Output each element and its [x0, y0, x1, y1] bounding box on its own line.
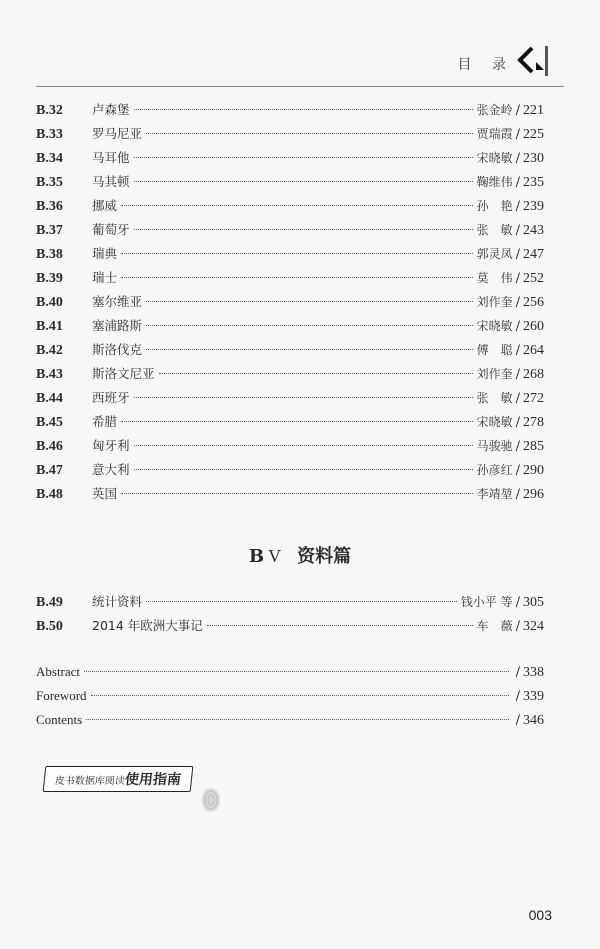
code-dot: . [45, 175, 49, 190]
toc-entry [36, 712, 549, 736]
code-number: 41 [48, 319, 63, 334]
code-prefix: B [36, 127, 46, 142]
entry-author: 车 薇 [476, 619, 513, 633]
code-dot: . [45, 295, 49, 310]
code-dot: . [45, 487, 49, 502]
page-separator: / [515, 665, 520, 680]
entry-code [36, 271, 86, 287]
code-dot: . [45, 151, 49, 166]
leader-dots [134, 181, 473, 182]
page-separator: / [515, 127, 520, 142]
entry-code [36, 199, 86, 215]
leader-dots [121, 493, 473, 494]
code-dot: . [45, 199, 49, 214]
page-separator: / [515, 271, 520, 286]
entry-page: 278 [523, 415, 544, 430]
toc-entry [36, 148, 549, 172]
entry-page: 268 [523, 367, 544, 382]
leader-dots [121, 205, 473, 206]
toc-entry [36, 664, 549, 688]
entry-title: 塞浦路斯 [92, 318, 143, 333]
code-prefix: B [36, 199, 46, 214]
entry-page: 239 [523, 199, 544, 214]
entry-title: 葡萄牙 [92, 222, 130, 237]
toc-entry [36, 412, 549, 436]
toc-entry [36, 688, 549, 712]
leader-dots [159, 373, 473, 374]
page-separator: / [515, 103, 520, 118]
code-number: 34 [48, 151, 63, 166]
page-separator: / [515, 343, 520, 358]
entry-author: 宋晓敏 [476, 415, 513, 429]
entry-code [36, 103, 86, 119]
entry-title: 罗马尼亚 [92, 126, 143, 141]
code-dot: . [45, 127, 49, 142]
page-separator: / [515, 595, 520, 610]
code-number: 35 [48, 175, 63, 190]
entry-page: 230 [523, 151, 544, 166]
toc-entry [36, 100, 549, 124]
page-separator: / [515, 689, 520, 704]
code-dot: . [45, 271, 49, 286]
code-prefix: B [36, 319, 46, 334]
code-prefix: B [36, 439, 46, 454]
database-guide-badge [43, 766, 194, 792]
code-number: 33 [48, 127, 63, 142]
section-number: V [268, 546, 282, 566]
entry-page: 272 [523, 391, 544, 406]
page-separator: / [515, 223, 520, 238]
entry-code [36, 619, 86, 635]
entry-author: 张金岭 [476, 103, 513, 117]
entry-title: 塞尔维亚 [92, 294, 143, 309]
entry-title: 西班牙 [92, 390, 130, 405]
code-prefix: B [36, 343, 46, 358]
toc-entry [36, 172, 549, 196]
code-prefix: B [36, 223, 46, 238]
code-prefix: B [36, 463, 46, 478]
code-prefix: B [36, 271, 46, 286]
leader-dots [146, 349, 473, 350]
code-prefix: B [36, 295, 46, 310]
code-number: 46 [48, 439, 63, 454]
toc-entry [36, 316, 549, 340]
page-separator: / [515, 319, 520, 334]
entry-code [36, 247, 86, 263]
entry-page: 225 [523, 127, 544, 142]
entry-code [36, 223, 86, 239]
leader-dots [134, 109, 473, 110]
guide-small-text: 皮书数据库阅读 [54, 775, 126, 787]
leader-dots [207, 625, 473, 626]
code-prefix: B [36, 175, 46, 190]
leader-dots [146, 325, 473, 326]
code-number: 45 [48, 415, 63, 430]
toc-entry [36, 124, 549, 148]
entry-page: 247 [523, 247, 544, 262]
page-separator: / [515, 391, 520, 406]
entry-author: 宋晓敏 [476, 319, 513, 333]
entry-page: 243 [523, 223, 544, 238]
entry-author: 宋晓敏 [476, 151, 513, 165]
entry-title: 希腊 [92, 414, 118, 429]
entry-author: 孙 艳 [476, 199, 513, 213]
leader-dots [121, 253, 473, 254]
entry-code [36, 595, 86, 611]
entry-title: 马其顿 [92, 174, 130, 189]
code-dot: . [45, 223, 49, 238]
entry-title: Contents [36, 712, 83, 727]
section-name: 资料篇 [297, 546, 352, 567]
entry-page: 324 [523, 619, 544, 634]
entry-page: 252 [523, 271, 544, 286]
leader-dots [86, 719, 508, 720]
entry-author: 孙彦红 [476, 463, 513, 477]
entry-author: 刘作奎 [476, 295, 513, 309]
toc-entry [36, 592, 549, 616]
entry-author: 李靖堃 [476, 487, 513, 501]
entry-author: 郭灵凤 [476, 247, 513, 261]
code-dot: . [45, 247, 49, 262]
entry-author: 钱小平 等 [460, 595, 513, 609]
running-header [458, 44, 552, 84]
toc-front-matter [36, 664, 549, 736]
page-separator: / [515, 487, 520, 502]
entry-title: 斯洛文尼亚 [92, 366, 155, 381]
toc-entry [36, 436, 549, 460]
code-dot: . [45, 619, 49, 634]
entry-title: 瑞典 [92, 246, 118, 261]
entry-page: 339 [523, 689, 544, 704]
toc-entry [36, 340, 549, 364]
entry-title: Foreword [36, 688, 87, 703]
entry-author: 张 敏 [476, 223, 513, 237]
page-separator: / [515, 199, 520, 214]
guide-big-text: 使用指南 [124, 772, 182, 788]
code-dot: . [45, 463, 49, 478]
page-separator: / [515, 367, 520, 382]
entry-page: 260 [523, 319, 544, 334]
toc-part-4 [36, 100, 549, 508]
code-prefix: B [36, 367, 46, 382]
code-prefix: B [36, 415, 46, 430]
fingerprint-icon [200, 786, 222, 818]
code-number: 37 [48, 223, 63, 238]
leader-dots [146, 133, 473, 134]
leader-dots [134, 469, 473, 470]
entry-code [36, 391, 86, 407]
section-heading-5 [0, 542, 600, 568]
leader-dots [91, 695, 509, 696]
entry-code [36, 415, 86, 431]
toc-entry [36, 364, 549, 388]
entry-page: 221 [523, 103, 544, 118]
entry-code [36, 175, 86, 191]
entry-code [36, 367, 86, 383]
leader-dots [134, 229, 473, 230]
entry-code [36, 439, 86, 455]
toc-entry [36, 196, 549, 220]
entry-title: 匈牙利 [92, 438, 130, 453]
code-number: 48 [48, 487, 63, 502]
entry-code [36, 463, 86, 479]
toc-entry [36, 460, 549, 484]
leader-dots [84, 671, 509, 672]
entry-author: 莫 伟 [476, 271, 513, 285]
entry-title: 卢森堡 [92, 102, 130, 117]
entry-code [36, 295, 86, 311]
code-prefix: B [36, 619, 46, 634]
page-separator: / [515, 247, 520, 262]
entry-author: 傅 聪 [476, 343, 513, 357]
page-separator: / [515, 713, 520, 728]
book-corner-icon [516, 44, 552, 84]
entry-title: 挪威 [92, 198, 118, 213]
entry-title: 2014 年欧洲大事记 [92, 618, 203, 633]
entry-title: 意大利 [92, 462, 130, 477]
toc-entry [36, 484, 549, 508]
toc-entry [36, 292, 549, 316]
leader-dots [121, 277, 473, 278]
entry-code [36, 151, 86, 167]
entry-title: 统计资料 [92, 594, 143, 609]
entry-title: 英国 [92, 486, 118, 501]
page-separator: / [515, 175, 520, 190]
code-number: 42 [48, 343, 63, 358]
code-prefix: B [36, 151, 46, 166]
code-dot: . [45, 439, 49, 454]
entry-author: 鞠维伟 [476, 175, 513, 189]
code-number: 49 [48, 595, 63, 610]
entry-title: 瑞士 [92, 270, 118, 285]
header-rule [36, 86, 564, 87]
code-number: 32 [48, 103, 63, 118]
page-separator: / [515, 415, 520, 430]
entry-author: 张 敏 [476, 391, 513, 405]
toc-entry [36, 244, 549, 268]
code-dot: . [45, 343, 49, 358]
entry-code [36, 343, 86, 359]
code-number: 43 [48, 367, 63, 382]
code-prefix: B [36, 391, 46, 406]
entry-title: 斯洛伐克 [92, 342, 143, 357]
entry-page: 338 [523, 665, 544, 680]
section-letter: B [248, 546, 265, 567]
toc-part-5 [36, 592, 549, 640]
toc-entry [36, 388, 549, 412]
code-number: 36 [48, 199, 63, 214]
entry-page: 285 [523, 439, 544, 454]
leader-dots [146, 301, 473, 302]
page-separator: / [515, 463, 520, 478]
code-number: 44 [48, 391, 63, 406]
toc-entry [36, 616, 549, 640]
entry-page: 264 [523, 343, 544, 358]
code-prefix: B [36, 247, 46, 262]
code-dot: . [45, 391, 49, 406]
toc-entry [36, 220, 549, 244]
page-separator: / [515, 439, 520, 454]
page-number: 003 [528, 907, 552, 923]
header-title: 目 录 [457, 57, 514, 73]
entry-author: 刘作奎 [476, 367, 513, 381]
entry-author: 马骏驰 [476, 439, 513, 453]
code-number: 40 [48, 295, 63, 310]
entry-title: Abstract [36, 664, 81, 679]
code-number: 50 [48, 619, 63, 634]
leader-dots [146, 601, 457, 602]
entry-page: 256 [523, 295, 544, 310]
entry-page: 290 [523, 463, 544, 478]
code-dot: . [45, 415, 49, 430]
code-number: 47 [48, 463, 63, 478]
entry-author: 贾瑞霞 [476, 127, 513, 141]
page-separator: / [515, 619, 520, 634]
entry-page: 305 [523, 595, 544, 610]
leader-dots [134, 157, 473, 158]
code-number: 39 [48, 271, 63, 286]
entry-code [36, 487, 86, 503]
code-prefix: B [36, 487, 46, 502]
code-number: 38 [48, 247, 63, 262]
entry-code [36, 127, 86, 143]
leader-dots [121, 421, 473, 422]
code-dot: . [45, 319, 49, 334]
leader-dots [134, 445, 473, 446]
page-separator: / [515, 295, 520, 310]
code-prefix: B [36, 103, 46, 118]
code-dot: . [45, 367, 49, 382]
entry-page: 235 [523, 175, 544, 190]
code-prefix: B [36, 595, 46, 610]
entry-title: 马耳他 [92, 150, 130, 165]
entry-code [36, 319, 86, 335]
entry-page: 296 [523, 487, 544, 502]
code-dot: . [45, 103, 49, 118]
code-dot: . [45, 595, 49, 610]
leader-dots [134, 397, 473, 398]
entry-page: 346 [523, 713, 544, 728]
toc-entry [36, 268, 549, 292]
page-separator: / [515, 151, 520, 166]
